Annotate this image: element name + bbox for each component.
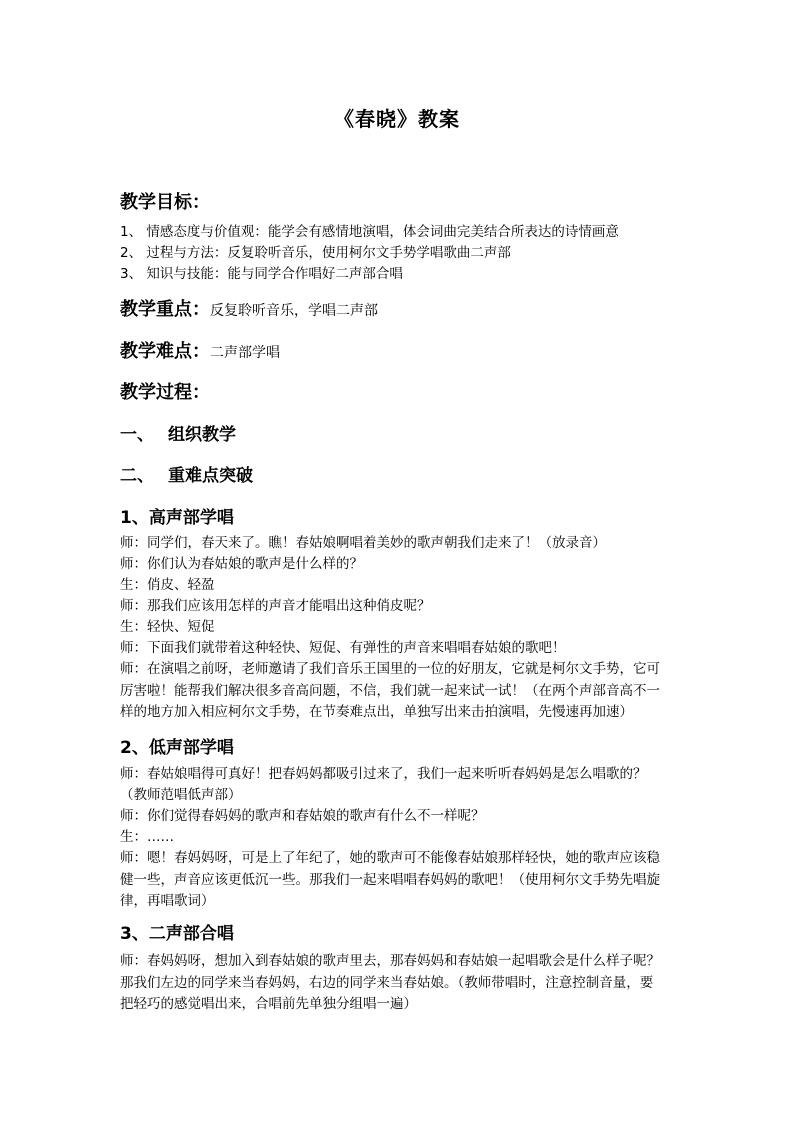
key-point-heading: 教学重点： xyxy=(120,299,210,320)
dialogue-line: 师：你们觉得春妈妈的歌声和春姑娘的歌声有什么不一样呢？ xyxy=(120,808,485,824)
dialogue-line: 师：同学们，春天来了。瞧！春姑娘啊唱着美妙的歌声朝我们走来了！（放录音） xyxy=(120,535,606,551)
dialogue-line: 师：那我们应该用怎样的声音才能唱出这种俏皮呢？ xyxy=(120,598,431,614)
difficulty-row xyxy=(120,337,280,363)
objective-item: 1、 情感态度与价值观：能学会有感情地演唱，体会词曲完美结合所表达的诗情画意 xyxy=(120,224,619,240)
dialogue-line: （教师范唱低声部） xyxy=(120,787,242,803)
dialogue-line: 生：…… xyxy=(120,829,174,845)
objective-item: 2、 过程与方法：反复聆听音乐，使用柯尔文手势学唱歌曲二声部 xyxy=(120,245,511,261)
process-step-label: 组织教学 xyxy=(168,425,236,445)
section2-heading: 2、低声部学唱 xyxy=(120,738,234,758)
dialogue-paragraph xyxy=(120,848,676,913)
paragraph-line: 律，再唱歌词） xyxy=(120,893,215,909)
dialogue-line: 师：下面我们就带着这种轻快、短促、有弹性的声音来唱唱春姑娘的歌吧！ xyxy=(120,640,566,656)
objective-item: 3、 知识与技能：能与同学合作唱好二声部合唱 xyxy=(120,266,403,282)
paragraph-line: 师：在演唱之前呀，老师邀请了我们音乐王国里的一位的好朋友，它就是柯尔文手势，它可 xyxy=(120,661,660,677)
objectives-heading: 教学目标： xyxy=(120,192,210,213)
process-step-number: 二、 xyxy=(120,466,154,486)
process-step xyxy=(120,461,253,486)
paragraph-line: 那我们左边的同学来当春妈妈，右边的同学来当春姑娘。（教师带唱时，注意控制音量，要 xyxy=(120,974,654,991)
process-step-number: 一、 xyxy=(120,425,154,445)
dialogue-line: 师：春姑娘唱得可真好！把春妈妈都吸引过来了，我们一起来听听春妈妈是怎么唱歌的？ xyxy=(120,766,647,782)
dialogue-line: 生：俏皮、轻盈 xyxy=(120,577,215,593)
paragraph-line: 样的地方加入相应柯尔文手势，在节奏难点出，单独写出来击拍演唱，先慢速再加速） xyxy=(120,704,633,720)
dialogue-line: 生：轻快、短促 xyxy=(120,619,215,635)
dialogue-paragraph xyxy=(120,659,676,724)
dialogue-paragraph xyxy=(120,951,676,1016)
paragraph-line: 把轻巧的感觉唱出来，合唱前先单独分组唱一遍） xyxy=(120,996,417,1012)
paragraph-line: 师：春妈妈呀，想加入到春姑娘的歌声里去，那春妈妈和春姑娘一起唱歌会是什么样子呢？ xyxy=(120,953,660,969)
paragraph-line: 厉害啦！能帮我们解决很多音高问题，不信，我们就一起来试一试！（在两个声部音高不一 xyxy=(120,682,660,699)
section3-heading: 3、二声部合唱 xyxy=(120,924,234,944)
key-point-row xyxy=(120,295,378,321)
paragraph-line: 师：嗯！春妈妈呀，可是上了年纪了，她的歌声可不能像春姑娘那样轻快，她的歌声应该稳 xyxy=(120,850,660,866)
process-heading: 教学过程： xyxy=(120,382,210,403)
process-step-label: 重难点突破 xyxy=(168,466,253,486)
difficulty-heading: 教学难点： xyxy=(120,341,210,362)
key-point-text: 反复聆听音乐，学唱二声部 xyxy=(210,303,378,319)
difficulty-text: 二声部学唱 xyxy=(210,345,280,361)
paragraph-line: 健一些，声音应该更低沉一些。那我们一起来唱唱春妈妈的歌吧！（使用柯尔文手势先唱旋 xyxy=(120,871,660,888)
process-step xyxy=(120,420,236,445)
document-title: 《春晓》教案 xyxy=(334,107,460,131)
section1-heading: 1、高声部学唱 xyxy=(120,508,234,528)
dialogue-line: 师：你们认为春姑娘的歌声是什么样的？ xyxy=(120,556,363,572)
